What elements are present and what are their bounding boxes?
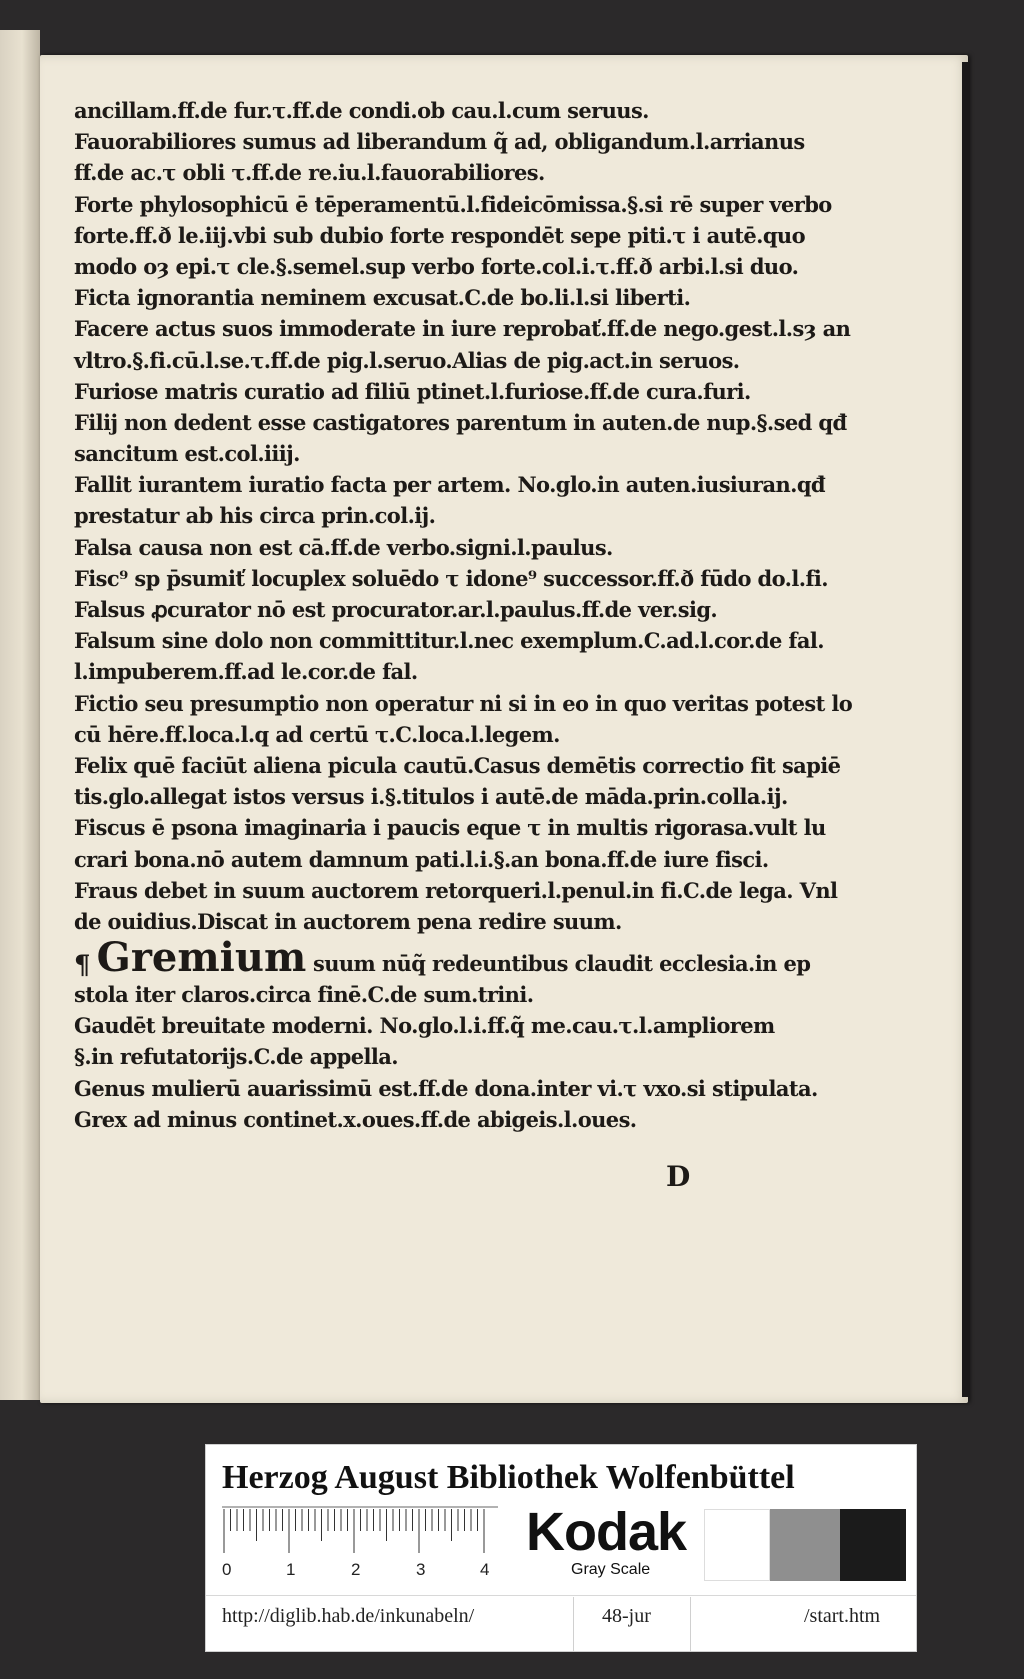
ruler-number: 1 [286, 1560, 296, 1579]
text-line: crari bona.nō autem damnum pati.l.i.§.an bona.ff.de iure fisci. [74, 846, 769, 872]
text-line: Falsa causa non est cā.ff.de verbo.signi.l.paulus. [74, 534, 613, 560]
text-line: stola iter claros.circa finē.C.de sum.trini. [74, 982, 534, 1008]
footer-shelfmark: 48-jur [602, 1605, 651, 1627]
page-shadow [962, 62, 970, 1397]
ruler-number: 2 [351, 1560, 361, 1579]
text-line: Fisc⁹ sp p̄sumiť locuplex soluēdo τ idone⁹ successor.ff.ð fūdo do.l.fi. [74, 565, 829, 591]
gray-patch [770, 1509, 840, 1581]
text-block [74, 95, 853, 1135]
kodak-logo: Kodak [526, 1502, 687, 1562]
section-heading-line [74, 934, 811, 982]
grayscale-label: Gray Scale [571, 1561, 651, 1578]
footer-separator [573, 1597, 574, 1651]
text-line: Genus mulierū auarissimū est.ff.de dona.inter vi.τ vxo.si stipulata. [74, 1075, 818, 1101]
ruler-number: 4 [480, 1560, 490, 1579]
text-line: l.impuberem.ff.ad le.cor.de fal. [74, 659, 418, 685]
text-line: forte.ff.ð le.iij.vbi sub dubio forte respondēt sepe piti.τ i autē.quo [74, 222, 805, 248]
text-line: sancitum est.col.iiij. [74, 441, 300, 467]
text-line: Filij non dedent esse castigatores parentum in auten.de nup.§.sed qđ [74, 409, 847, 435]
text-line: Felix quē faciūt aliena picula cautū.Casus demētis correctio fit sapiē [74, 752, 841, 778]
card-divider [206, 1595, 916, 1596]
text-line: Ficta ignorantia neminem excusat.C.de bo.li.l.si liberti. [74, 285, 691, 311]
text-line: Fiscus ē psona imaginaria i paucis eque τ in multis rigorasa.vult lu [74, 815, 826, 841]
footer-url: http://diglib.hab.de/inkunabeln/ [222, 1605, 475, 1627]
ruler-scale [222, 1507, 502, 1581]
ruler-number: 0 [222, 1560, 232, 1579]
text-line: Falsus ꝓcurator nō est procurator.ar.l.paulus.ff.de ver.sig. [74, 597, 718, 622]
previous-page-edge [0, 30, 40, 1400]
text-line: Facere actus suos immoderate in iure reprobať.ff.de nego.gest.l.sȝ an [74, 316, 851, 342]
text-line: Fictio seu presumptio non operatur ni si in eo in quo veritas potest lo [74, 690, 853, 716]
text-line: tis.glo.allegat istos versus i.§.titulos i autē.de māda.prin.colla.ij. [74, 784, 788, 810]
section-line: suum nūq̃ redeuntibus claudit ecclesia.in ep [313, 951, 811, 977]
ruler-number: 3 [416, 1560, 426, 1579]
text-line: prestatur ab his circa prin.col.ij. [74, 503, 436, 529]
section-initial-word: Gremium [96, 934, 307, 982]
text-line: Fallit iurantem iuratio facta per artem. No.glo.in auten.iusiuran.qđ [74, 472, 825, 498]
text-line: de ouidius.Discat in auctorem pena redire suum. [74, 908, 622, 934]
text-line: ff.de ac.τ obli τ.ff.de re.iu.l.fauorabiliores. [74, 160, 545, 186]
text-line: Grex ad minus continet.x.oues.ff.de abigeis.l.oues. [74, 1106, 637, 1132]
black-patch [840, 1509, 906, 1581]
text-line: vltro.§.fi.cū.l.se.τ.ff.de pig.l.seruo.Alias de pig.act.in seruos. [74, 347, 740, 373]
paragraph-mark: ¶ [74, 950, 90, 981]
text-line: cū hēre.ff.loca.l.q ad certū τ.C.loca.l.legem. [74, 721, 560, 747]
text-line: modo oȝ epi.τ cle.§.semel.sup verbo forte.col.i.τ.ff.ð arbi.l.si duo. [74, 253, 799, 279]
text-line: ancillam.ff.de fur.τ.ff.de condi.ob cau.l.cum seruus. [74, 98, 649, 123]
text-line: Falsum sine dolo non committitur.l.nec exemplum.C.ad.l.cor.de fal. [74, 628, 824, 654]
text-line: Furiose matris curatio ad filiū ptinet.l.furiose.ff.de cura.furi. [74, 378, 751, 404]
text-line: Gaudēt breuitate moderni. No.glo.l.i.ff.q̃ me.cau.τ.l.ampliorem [74, 1013, 775, 1039]
text-line: §.in refutatorijs.C.de appella. [74, 1044, 398, 1070]
text-line: Fauorabiliores sumus ad liberandum q̃ ad, obligandum.l.arrianus [74, 129, 805, 155]
catchword: D [666, 1160, 691, 1193]
text-line: Forte phylosophicū ē tēperamentū.l.fideicōmissa.§.si rē super verbo [74, 191, 832, 217]
footer-start-page: /start.htm [804, 1605, 881, 1627]
library-name: Herzog August Bibliothek Wolfenbüttel [222, 1459, 795, 1496]
text-line: Fraus debet in suum auctorem retorqueri.l.penul.in fi.C.de lega. Vnl [74, 877, 838, 903]
footer-separator [690, 1597, 691, 1651]
color-target-card [205, 1444, 917, 1652]
white-patch [704, 1509, 770, 1581]
